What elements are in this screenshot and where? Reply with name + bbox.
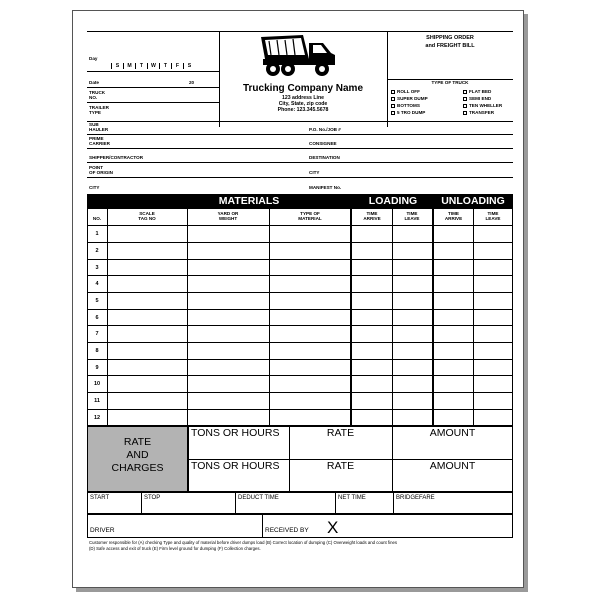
table-row-number: 9 (95, 365, 99, 371)
deduct-time-field[interactable]: DEDUCT TIME (238, 495, 279, 501)
table-row-number: 1 (95, 231, 99, 237)
manifest-label: MANIFEST No. (309, 185, 342, 190)
shipper-row[interactable] (87, 162, 513, 163)
city-left-label: CITY (89, 185, 100, 190)
day-tuesday[interactable]: T (135, 63, 147, 69)
truck-type-option[interactable]: FLAT BED (463, 88, 502, 95)
freight-bill-form (72, 10, 524, 588)
and-label: AND (126, 449, 149, 461)
truck-no-field[interactable] (87, 102, 219, 103)
materials-table (87, 208, 513, 426)
date-field[interactable] (87, 87, 219, 88)
table-row-number: 12 (93, 415, 101, 421)
materials-heading: MATERIALS (218, 195, 280, 207)
col-yard-header-2: WEIGHT (218, 216, 238, 221)
destination-label: DESTINATION (309, 155, 340, 160)
consignee-label: CONSIGNEE (309, 141, 337, 146)
load-leave-header-2: LEAVE (404, 216, 420, 221)
unload-arrive-header: TIME (448, 211, 459, 216)
prime-carrier-row[interactable] (87, 148, 513, 149)
loading-heading: LOADING (368, 195, 418, 207)
unload-leave-header: TIME (487, 211, 499, 216)
disclaimer-line-2: (D) Safe access and exit of truck (E) Firm level ground for dumping (F) Collection charges. (89, 546, 261, 551)
net-time-field[interactable]: NET TIME (338, 495, 366, 501)
city-right-label: CITY (309, 170, 320, 175)
table-row-number: 4 (95, 281, 99, 287)
table-row-number: 3 (95, 265, 99, 271)
table-row-number: 2 (95, 248, 99, 254)
sub-hauler-label-2: HAULER (89, 127, 109, 132)
doc-title-line1: SHIPPING ORDER (426, 35, 474, 41)
start-time-field[interactable]: START (90, 495, 110, 501)
day-label: Day (89, 56, 98, 61)
company-phone: Phone: 123.345.5678 (277, 107, 329, 113)
truck-type-option[interactable]: TEN WHELLER (463, 102, 502, 109)
charges-label: CHARGES (111, 462, 164, 474)
unloading-heading: UNLOADING (441, 195, 505, 207)
amount-col-label-2: AMOUNT (429, 460, 476, 472)
truck-no-label-2: NO. (89, 95, 98, 100)
tons-or-hours-label: TONS OR HOURS (191, 427, 280, 439)
point-of-origin-label: POINT (89, 165, 104, 170)
table-row-number: 8 (95, 348, 99, 354)
prime-carrier-label: PRIME (89, 136, 104, 141)
trailer-type-label-2: TYPE (89, 110, 101, 115)
day-saturday[interactable]: S (183, 63, 195, 69)
company-name: Trucking Company Name (242, 83, 364, 94)
col-no-header: NO. (92, 216, 102, 221)
point-of-origin-label-2: OF ORIGIN (89, 170, 113, 175)
truck-type-right-list (463, 88, 502, 116)
rate-label: RATE (123, 436, 152, 448)
day-monday[interactable]: M (123, 63, 135, 69)
table-row-number: 10 (93, 381, 101, 387)
table-row-number: 6 (95, 315, 99, 321)
table-row-number: 11 (94, 398, 100, 404)
doc-title-line2: and FREIGHT BILL (425, 43, 475, 49)
stop-time-field[interactable]: STOP (144, 495, 161, 501)
rate-col-label-2: RATE (326, 460, 355, 472)
truck-no-label: TRUCK (89, 90, 106, 95)
type-of-truck-title: TYPE OF TRUCK (431, 80, 469, 85)
col-scale-header: SCALE (139, 211, 155, 216)
trailer-type-label: TRAILER (89, 105, 109, 110)
load-arrive-header: TIME (366, 211, 378, 216)
sub-hauler-row[interactable] (87, 134, 513, 135)
disclaimer-line-1: Customer responsible for (A) checking Type and quality of material before driver dumps load (B) Correct location of dumping (C) Overweight loads and count fines (89, 540, 398, 545)
load-arrive-header-2: ARRIVE (363, 216, 381, 221)
company-address: 123 address Line (281, 95, 325, 101)
driver-signature-field[interactable]: DRIVER (90, 527, 115, 534)
sub-hauler-label: SUB (89, 122, 99, 127)
col-type-header-2: MATERIAL (298, 216, 322, 221)
po-job-label: P.O. No./JOB # (309, 127, 341, 132)
truck-type-option[interactable]: BOTTOMS (391, 102, 428, 109)
company-city-state: City, State, zip code (278, 101, 328, 107)
col-type-header: TYPE OF (300, 211, 320, 216)
col-scale-header-2: TAG NO (138, 216, 156, 221)
truck-type-option[interactable]: SUPER DUMP (391, 95, 428, 102)
date-year: 20 (189, 80, 195, 85)
dump-truck-icon (259, 33, 341, 79)
amount-col-label: AMOUNT (429, 427, 476, 439)
unload-leave-header-2: LEAVE (485, 216, 501, 221)
received-by-signature-field[interactable]: RECEIVED BY (265, 527, 309, 534)
table-row-number: 5 (95, 298, 99, 304)
day-wednesday[interactable]: W (147, 63, 159, 69)
day-sunday[interactable]: S (111, 63, 123, 69)
unload-arrive-header-2: ARRIVE (444, 216, 463, 221)
rate-col-label: RATE (326, 427, 355, 439)
day-of-week-selector[interactable] (111, 63, 195, 69)
truck-type-option[interactable]: ROLL OFF (391, 88, 428, 95)
col-yard-header: YARD OR (217, 211, 239, 216)
tons-or-hours-label-2: TONS OR HOURS (191, 460, 280, 472)
truck-type-left-list (391, 88, 428, 116)
load-leave-header: TIME (406, 211, 418, 216)
prime-carrier-label-2: CARRIER (89, 141, 110, 146)
truck-type-option[interactable]: SEMI END (463, 95, 502, 102)
table-row-number: 7 (95, 331, 99, 337)
shipper-label: SHIPPER/CONTRACTOR (89, 155, 144, 160)
day-thursday[interactable]: T (159, 63, 171, 69)
date-label: Date (89, 80, 99, 85)
day-friday[interactable]: F (171, 63, 183, 69)
truck-type-option[interactable]: 5 TRO DUMP (391, 109, 428, 116)
signature-x-mark: X (327, 518, 339, 537)
truck-type-option[interactable]: TRANSFER (463, 109, 502, 116)
origin-row[interactable] (87, 177, 513, 178)
bridgefare-field[interactable]: BRIDGEFARE (396, 495, 435, 501)
